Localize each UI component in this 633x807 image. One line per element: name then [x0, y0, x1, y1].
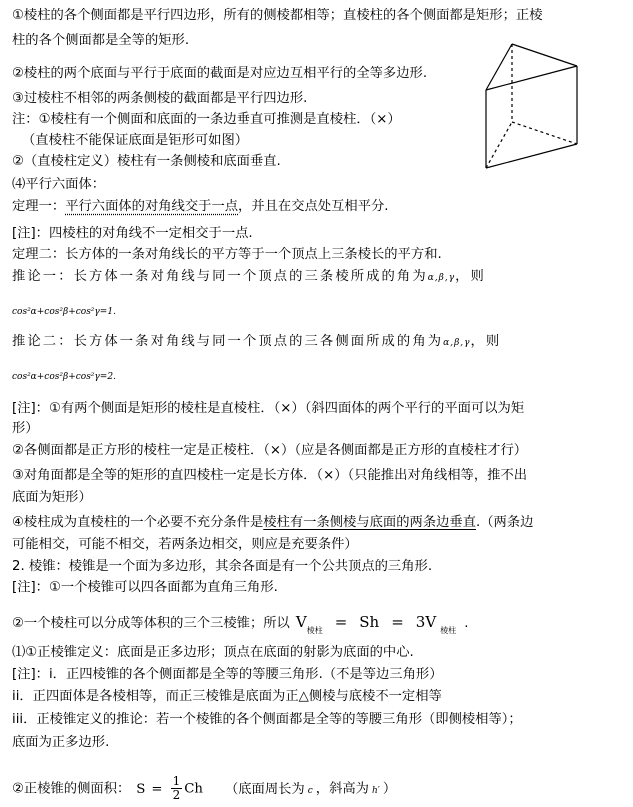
text-line: 定理二：长方体的一条对角线长的平方等于一个顶点上三条棱长的平方和.	[12, 247, 442, 262]
volume-subscript: 棱柱	[306, 626, 323, 635]
text-line: [注]：四棱柱的对角线不一定相交于一点.	[12, 226, 253, 241]
prism-top-edge	[486, 44, 512, 90]
prism-hidden-edge	[486, 122, 512, 168]
formula: cos²α+cos²β+cos²γ=1.	[12, 307, 116, 317]
text-line: ii．正四面体是各棱相等，而正三棱锥是底面为正△侧棱与底棱不一定相等	[12, 689, 442, 704]
equals-sign: =	[151, 781, 163, 797]
formula: cos²α+cos²β+cos²γ=2.	[12, 372, 116, 382]
volume-text: ②一个棱柱可以分成等体积的三个三棱锥；所以	[12, 616, 290, 631]
fraction-denominator: 2	[172, 788, 181, 802]
text-line: ②棱柱的两个底面与平行于底面的截面是对应边互相平行的全等多边形.	[12, 66, 428, 81]
prism-top-edge	[486, 66, 577, 90]
text-line: （直棱柱不能保证底面是钜形可如图）	[22, 133, 249, 148]
period: .	[464, 616, 469, 631]
text-line: ②（直棱柱定义）棱柱有一条侧棱和底面垂直.	[12, 154, 281, 169]
fraction-one-half	[171, 775, 183, 802]
prism-top-edge	[512, 44, 577, 66]
corollary-end: ，则	[455, 269, 486, 284]
perimeter-symbol: c	[307, 785, 313, 796]
text-line: ⑷平行六面体：	[12, 177, 106, 192]
theorem-one	[12, 197, 389, 217]
text-line: ①棱柱的各个侧面都是平行四边形，所有的侧棱都相等；直棱柱的各个侧面都是矩形；正棱	[12, 8, 543, 23]
volume-3v: 3V	[415, 613, 437, 631]
oblique-prism-figure	[474, 40, 584, 185]
text-line: [注]：i．正四棱锥的各个侧面都是全等的等腰三角形.（不是等边三角形）	[12, 667, 443, 682]
lateral-area-line	[12, 775, 396, 802]
theorem-emphasis: 平行六面体的对角线交于一点	[65, 199, 239, 214]
text-line: 注：①棱柱有一个侧面和底面的一条边垂直可推测是直棱柱．（×）	[12, 112, 401, 127]
condition-end: .（两条边	[476, 515, 534, 530]
slant-height-symbol: h′	[371, 785, 380, 796]
note-text: （底面周长为	[224, 781, 305, 797]
volume-sh: Sh	[359, 613, 380, 631]
prism-hidden-edge	[512, 122, 577, 144]
volume-formula-line	[12, 612, 468, 635]
condition-line	[12, 513, 533, 533]
text-line: 2. 棱锥：棱锥是一个面为多边形，其余各面是有一个公共顶点的三角形.	[12, 559, 433, 574]
corollary-text: 推论二：长方体一条对角线与同一个顶点的三各侧面所成的角为	[12, 334, 444, 349]
volume-v: V	[295, 613, 307, 631]
text-line: 可能相交，可能不相交，若两条边相交，则应是充要条件）	[12, 537, 358, 552]
volume-subscript: 棱柱	[440, 626, 457, 635]
text-line: ③过棱柱不相邻的两条侧棱的截面都是平行四边形.	[12, 91, 308, 106]
angle-symbols: α,β,γ	[427, 273, 456, 283]
corollary-end: ，则	[470, 334, 502, 349]
lateral-area-text: ②正棱锥的侧面积：	[12, 781, 131, 797]
text-line: 底面为正多边形.	[12, 735, 110, 750]
text-line: ⑴①正棱锥定义：底面是正多边形；顶点在底面的射影为底面的中心.	[12, 645, 414, 660]
area-ch: Ch	[184, 781, 203, 797]
prism-bottom-edge	[486, 144, 577, 168]
corollary-one	[12, 267, 486, 288]
theorem-text: ，并且在交点处互相平分.	[238, 199, 389, 214]
text-line: 底面为矩形）	[12, 490, 92, 505]
note-text: ）	[382, 781, 397, 797]
theorem-label: 定理一：	[12, 199, 66, 214]
equals-sign: =	[391, 613, 404, 631]
text-line: [注]：①有两个侧面是矩形的棱柱是直棱柱．（×）（斜四面体的两个平行的平面可以为矩	[12, 401, 525, 416]
condition-emphasis: 棱柱有一条侧棱与底面的两条边垂直	[263, 515, 477, 530]
corollary-two	[12, 332, 501, 353]
text-line: 柱的各个侧面都是全等的矩形.	[12, 33, 190, 48]
angle-symbols: α,β,γ	[443, 338, 471, 348]
equals-sign: =	[334, 613, 348, 631]
fraction-numerator: 1	[172, 774, 181, 788]
note-text: ，斜高为	[315, 781, 369, 797]
text-line: [注]：①一个棱锥可以四各面都为直角三角形.	[12, 580, 278, 595]
area-s: S	[136, 781, 146, 797]
condition-text: ④棱柱成为直棱柱的一个必要不充分条件是	[12, 515, 264, 530]
text-line: iii．正棱锥定义的推论：若一个棱锥的各个侧面都是全等的等腰三角形（即侧棱相等）；	[12, 712, 522, 727]
text-line: ②各侧面都是正方形的棱柱一定是正棱柱．（×）（应是各侧面都是正方形的直棱柱才行）	[12, 443, 528, 458]
text-line: ③对角面都是全等的矩形的直四棱柱一定是长方体．（×）（只能推出对角线相等，推不出	[12, 468, 528, 483]
text-line: 形）	[12, 421, 39, 436]
corollary-text: 推论一：长方体一条对角线与同一个顶点的三条棱所成的角为	[12, 269, 428, 284]
